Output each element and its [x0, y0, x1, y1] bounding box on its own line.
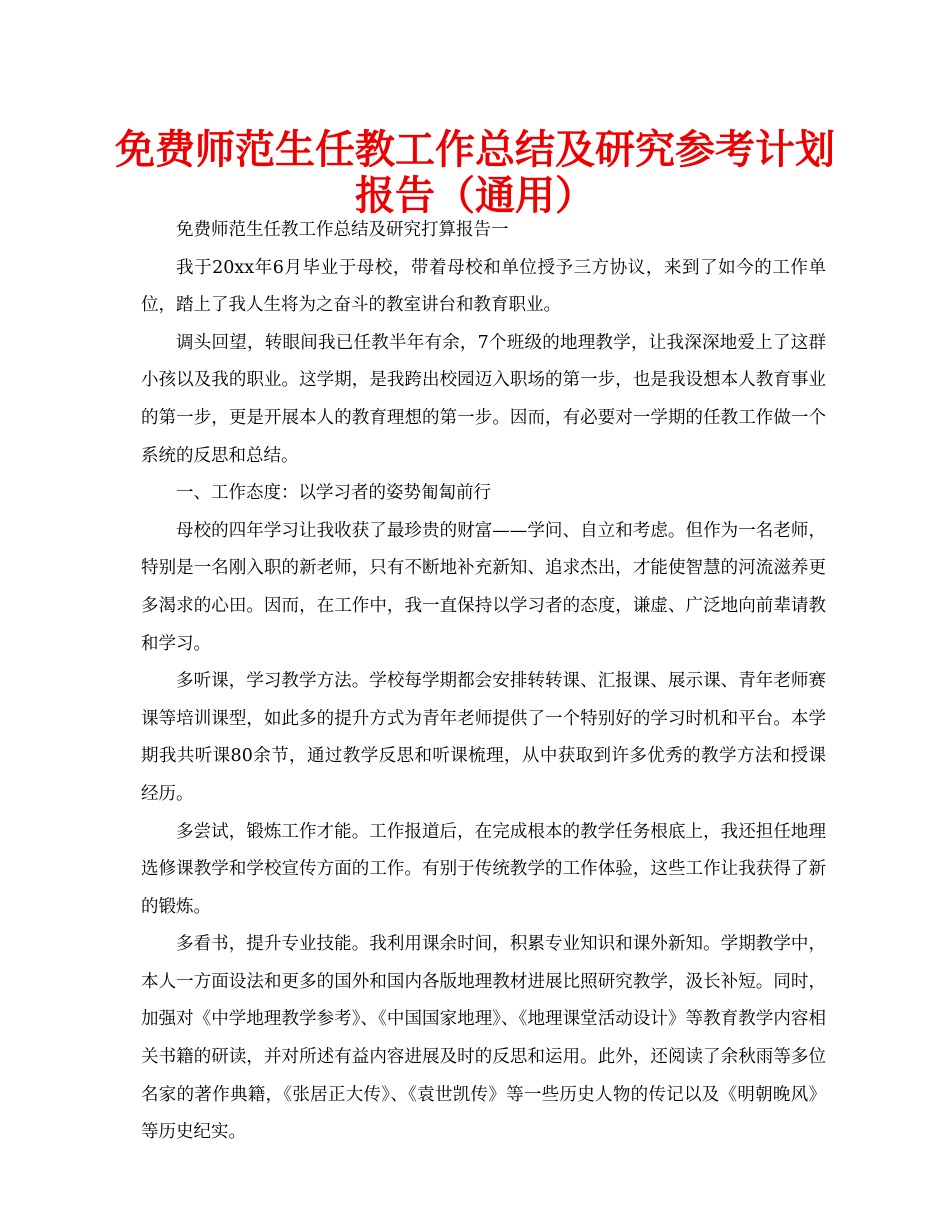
paragraph-report-subtitle: 免费师范生任教工作总结及研究打算报告一 [176, 220, 509, 240]
document-title-line-1: 免费师范生任教工作总结及研究参考计划 [115, 127, 835, 173]
paragraph: 多听课，学习教学方法。学校每学期都会安排转转课、汇报课、展示课、青年老师赛课等培训课型，如此多的提升方式为青年老师提供了一个特别好的学习时机和平台。本学期我共听课80余节，通过教学反思和听课梳理，从中获取到许多优秀的教学方法和授课经历。 [141, 671, 826, 804]
paragraph: 调头回望，转眼间我已任教半年有余，7个班级的地理教学，让我深深地爱上了这群小孩以及我的职业。这学期，是我跨出校园迈入职场的第一步，也是我设想本人教育事业的第一步，更是开展本人的教育理想的第一步。因而，有必要对一学期的任教工作做一个系统的反思和总结。 [141, 332, 826, 466]
section-heading: 一、工作态度：以学习者的姿势匍匐前行 [176, 483, 491, 504]
paragraph: 多看书，提升专业技能。我利用课余时间，积累专业知识和课外新知。学期教学中，本人一方面设法和更多的国外和国内各版地理教材进展比照研究教学，汲长补短。同时，加强对《中学地理教学参考》、《中国国家地理》、《地理课堂活动设计》等教育教学内容相关书籍的研读，并对所述有益内容进展及时的反思和运用。此外，还阅读了余秋雨等多位名家的著作典籍，《张居正大传》、《袁世凯传》等一些历史人物的传记以及《明朝晚风》等历史纪实。 [141, 934, 826, 1143]
paragraph: 母校的四年学习让我收获了最珍贵的财富——学问、自立和考虑。但作为一名老师，特别是一名刚入职的新老师，只有不断地补充新知、追求杰出，才能使智慧的河流滋养更多渴求的心田。因而，在工作中，我一直保持以学习者的态度，谦虚、广泛地向前辈请教和学习。 [141, 520, 826, 654]
document-title-line-2: 报告（通用） [355, 173, 595, 219]
paragraph: 我于20xx年6月毕业于母校，带着母校和单位授予三方协议，来到了如今的工作单位，踏上了我人生将为之奋斗的教室讲台和教育职业。 [141, 257, 826, 316]
paragraph: 多尝试，锻炼工作才能。工作报道后，在完成根本的教学任务根底上，我还担任地理选修课教学和学校宣传方面的工作。有别于传统教学的工作体验，这些工作让我获得了新的锻炼。 [141, 821, 826, 917]
document-body [141, 212, 826, 1152]
